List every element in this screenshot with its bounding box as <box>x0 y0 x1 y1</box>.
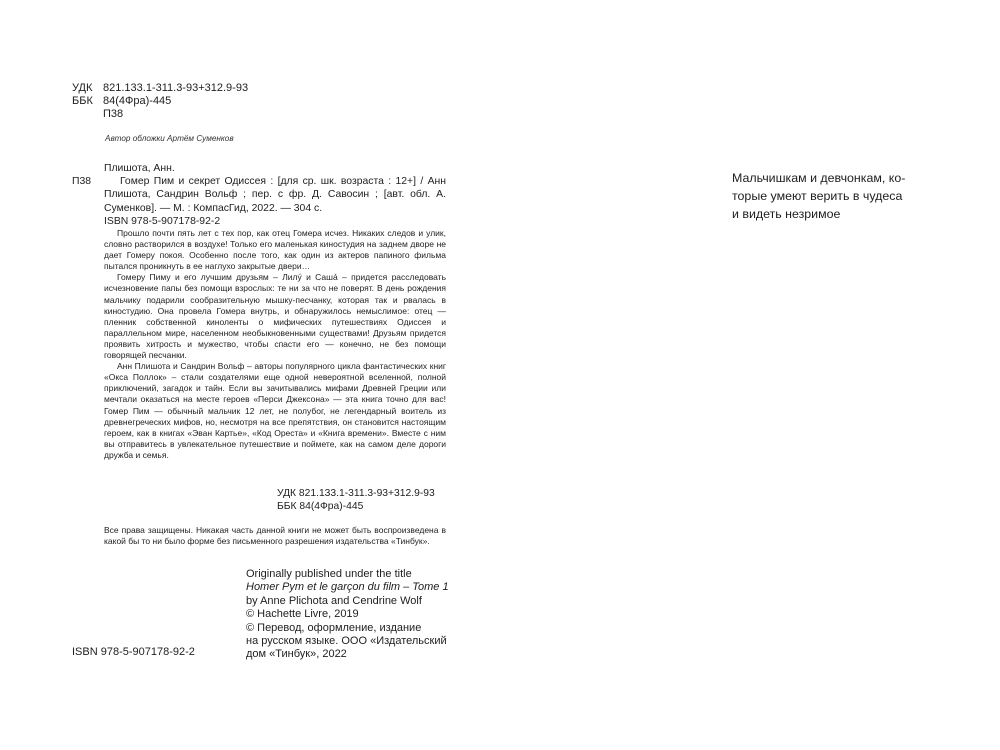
udk-label: УДК <box>72 82 93 94</box>
annotation-bbk: ББК 84(4Фра)-445 <box>277 501 364 512</box>
annotation <box>104 228 446 461</box>
annotation-paragraph: Прошло почти пять лет с тех пор, как отец Гомера исчез. Никаких следов и улик, словно растворился в воздухе! Только его маленькая киностудия на заднем дворе не дает Гомеру покоя. Особенно после того, как один из актеров папиного фильма пытался проникнуть в ее наглухо закрытые двери… <box>104 228 446 272</box>
isbn-bottom: ISBN 978-5-907178-92-2 <box>72 646 195 658</box>
classification-block <box>72 82 248 121</box>
orig-line: by Anne Plichota and Cendrine Wolf <box>246 594 422 607</box>
bbk-row <box>72 95 248 108</box>
bib-description: Гомер Пим и секрет Одиссея : [для ср. шк. возраста : 12+] / Анн Плишота, Сандрин Вольф ; пер. с фр. Д. Савосин ; [авт. обл. А. Суменков]. — М. : КомпасГид, 2022. — 304 с. <box>104 176 446 214</box>
udk-value: 821.133.1-311.3-93+312.9-93 <box>103 82 249 94</box>
orig-line: на русском языке. ООО «Издательский <box>246 635 447 648</box>
dedication-line: и видеть незримое <box>732 207 841 221</box>
orig-title: Homer Pym et le garçon du film – Tome 1 <box>246 581 449 594</box>
author-mark: П38 <box>103 108 124 120</box>
cover-credit: Автор обложки Артём Суменков <box>105 134 234 143</box>
bibliographic-record <box>72 162 446 228</box>
orig-line: Originally published under the title <box>246 568 412 580</box>
annotation-paragraph: Гомеру Пиму и его лучшим друзьям – Лилу́ и Саша́ – придется расследовать исчезновение папы без помощи взрослых: те ни за что не поверят. В день рождения мальчику подарили сообразительную мышку-песчанку, которая так и рвалась в киностудию. Она провела Гомера внутрь, и обнаружилось немыслимое: отец — пленник собственной киноленты о мифических путешествиях Одиссея и параллельном мире, населенном необыкновенными существами! Друзьям придется проявить хитрость и мужество, чтобы спасти его — конечно, не без помощи говорящей песчанки. <box>104 272 446 361</box>
udk-row <box>72 82 248 95</box>
dedication-line: торые умеют верить в чудеса <box>732 189 903 203</box>
orig-line: © Hachette Livre, 2019 <box>246 608 359 621</box>
annotation-codes <box>277 487 435 513</box>
orig-line: дом «Тинбук», 2022 <box>246 648 347 661</box>
original-publication <box>246 568 456 662</box>
bib-author-heading: Плишота, Анн. <box>104 163 175 174</box>
bbk-value: 84(4Фра)-445 <box>103 95 172 107</box>
bib-isbn: ISBN 978-5-907178-92-2 <box>104 215 221 227</box>
author-mark-row <box>72 108 248 121</box>
annotation-udk: УДК 821.133.1-311.3-93+312.9-93 <box>277 488 435 499</box>
rights-notice: Все права защищены. Никакая часть данной книги не может быть воспроизведена в какой бы то ни было форме без письменного разрешения издательства «Тинбук». <box>104 525 446 547</box>
bbk-label: ББК <box>72 95 93 107</box>
bib-code: П38 <box>72 176 92 188</box>
annotation-paragraph: Анн Плишота и Сандрин Вольф – авторы популярного цикла фантастических книг «Окса Поллок» – стали создателями еще одной невероятной вселенной, полной приключений, загадок и тайн. Если вы зачитывались мифами Древней Греции или мечтали оказаться на месте героев «Перси Джексона» — эта книга точно для вас! Гомер Пим — обычный мальчик 12 лет, не полубог, не легендарный воитель из древнегреческих мифов, но, несмотря на все препятствия, он становится настоящим героем, как в книгах «Эван Картье», «Код Ореста» и «Книга времени». Вместе с ним вы отправитесь в увлекательное путешествие и поймете, как на самом деле дороги дружба и семья. <box>104 361 446 460</box>
orig-line: © Перевод, оформление, издание <box>246 621 422 634</box>
dedication-line: Мальчишкам и девчонкам, ко- <box>732 171 906 185</box>
dedication <box>732 169 942 223</box>
